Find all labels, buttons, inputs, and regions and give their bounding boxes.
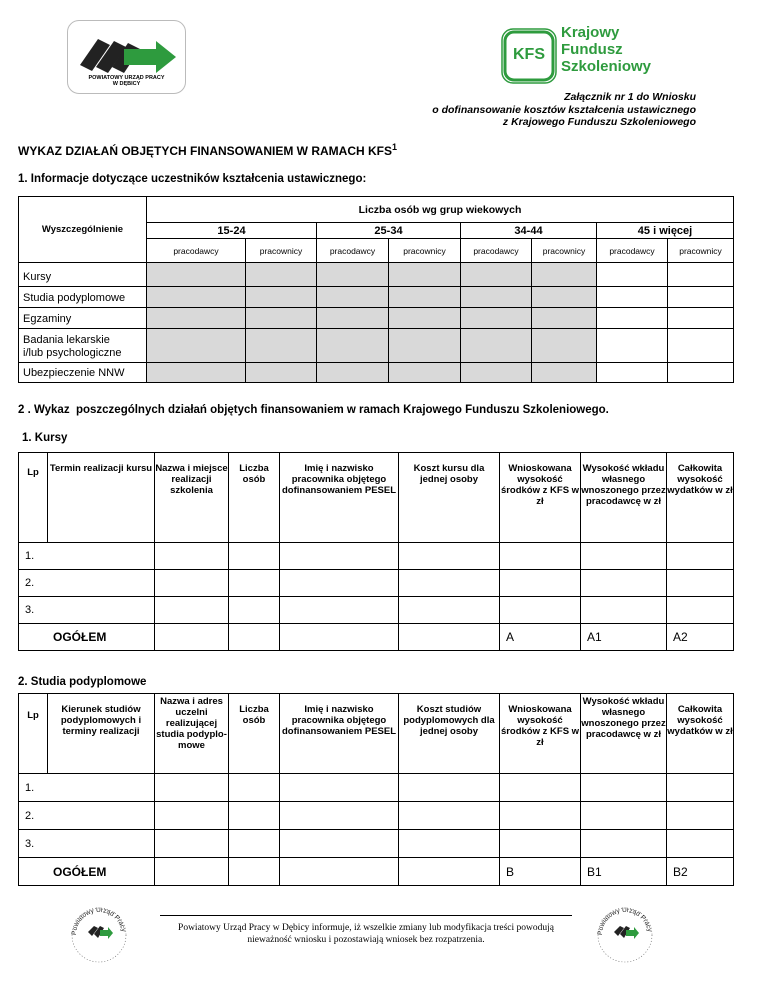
col-calkowita: Całkowita wysokość wydatków w zł <box>667 453 734 543</box>
input-cell[interactable] <box>147 287 246 308</box>
row-number: 3. <box>19 830 155 858</box>
input-cell[interactable] <box>229 543 280 570</box>
input-cell[interactable] <box>597 287 668 308</box>
input-cell[interactable] <box>667 802 734 830</box>
studia-table <box>18 693 734 886</box>
input-cell[interactable] <box>581 543 667 570</box>
row-number: 2. <box>19 802 155 830</box>
table-row <box>19 830 734 858</box>
row-number: 1. <box>19 543 155 570</box>
footer-divider <box>160 915 572 916</box>
input-cell[interactable] <box>581 597 667 624</box>
col-lp: Lp <box>19 453 48 543</box>
subheader-pracownicy: pracownicy <box>532 239 597 263</box>
age-group-45-plus: 45 i więcej <box>597 223 734 239</box>
input-cell[interactable] <box>155 774 229 802</box>
subheader-pracownicy: pracownicy <box>246 239 317 263</box>
input-cell[interactable] <box>147 329 246 363</box>
row-label-egzaminy: Egzaminy <box>19 308 147 329</box>
col-nazwa: Nazwa i miejsce realizacji szkolenia <box>155 453 229 543</box>
col-lp: Lp <box>19 694 48 774</box>
input-cell[interactable] <box>667 570 734 597</box>
input-cell[interactable] <box>280 802 399 830</box>
input-cell[interactable] <box>668 263 734 287</box>
table-row <box>19 543 734 570</box>
input-cell[interactable] <box>399 597 500 624</box>
input-cell[interactable] <box>532 308 597 329</box>
row-label-kursy: Kursy <box>19 263 147 287</box>
age-groups-table <box>18 196 734 383</box>
input-cell[interactable] <box>147 263 246 287</box>
input-cell[interactable] <box>147 308 246 329</box>
input-cell[interactable] <box>389 287 461 308</box>
subheader-pracodawcy: pracodawcy <box>317 239 389 263</box>
input-cell[interactable] <box>229 802 280 830</box>
input-cell[interactable] <box>229 774 280 802</box>
age-group-15-24: 15-24 <box>147 223 317 239</box>
col-kierunek: Kierunek studiów podyplomowych i terminy realizacji <box>48 694 155 774</box>
input-cell[interactable] <box>532 363 597 383</box>
group-header: Liczba osób wg grup wiekowych <box>147 197 734 223</box>
input-cell[interactable] <box>399 830 500 858</box>
input-cell[interactable] <box>155 597 229 624</box>
col-koszt: Koszt kursu dla jednej osoby <box>399 453 500 543</box>
input-cell[interactable] <box>461 287 532 308</box>
row-label-nnw: Ubezpieczenie NNW <box>19 363 147 383</box>
total-b1[interactable]: B1 <box>581 858 667 886</box>
input-cell[interactable] <box>668 308 734 329</box>
input-cell[interactable] <box>399 543 500 570</box>
input-cell[interactable] <box>597 308 668 329</box>
stamp-left <box>66 902 132 968</box>
age-group-34-44: 34-44 <box>461 223 597 239</box>
input-cell[interactable] <box>280 830 399 858</box>
input-cell[interactable] <box>500 570 581 597</box>
input-cell[interactable] <box>667 830 734 858</box>
input-cell[interactable] <box>581 570 667 597</box>
total-a[interactable]: A <box>500 624 581 651</box>
table-row <box>19 774 734 802</box>
stamp-right <box>592 902 658 968</box>
col-liczba: Liczba osób <box>229 453 280 543</box>
input-cell[interactable] <box>461 329 532 363</box>
table-row <box>19 308 734 329</box>
input-cell[interactable] <box>667 543 734 570</box>
total-a1[interactable]: A1 <box>581 624 667 651</box>
input-cell[interactable] <box>532 263 597 287</box>
col-koszt: Koszt studiów podyplomowych dla jednej osoby <box>399 694 500 774</box>
kfs-badge-label: KFS <box>513 46 545 63</box>
col-imie: Imię i nazwisko pracownika objętego dofinansowaniem PESEL <box>280 694 399 774</box>
input-cell[interactable] <box>597 329 668 363</box>
input-cell[interactable] <box>461 308 532 329</box>
col-wnioskowana: Wnioskowana wysokość środków z KFS w zł <box>500 453 581 543</box>
input-cell[interactable] <box>317 329 389 363</box>
subheader-pracodawcy: pracodawcy <box>461 239 532 263</box>
input-cell[interactable] <box>389 308 461 329</box>
col-liczba: Liczba osób <box>229 694 280 774</box>
input-cell[interactable] <box>389 263 461 287</box>
col-wklad: Wysokość wkładu własnego wnoszonego przez pracodawcę w zł <box>581 694 667 774</box>
total-row <box>19 624 734 651</box>
page-title: WYKAZ DZIAŁAŃ OBJĘTYCH FINANSOWANIEM W RAMACH KFS$^1$ <box>18 142 397 158</box>
total-a2[interactable]: A2 <box>667 624 734 651</box>
input-cell[interactable] <box>246 263 317 287</box>
input-cell[interactable] <box>500 774 581 802</box>
input-cell[interactable] <box>280 774 399 802</box>
input-cell[interactable] <box>246 329 317 363</box>
input-cell[interactable] <box>597 263 668 287</box>
subheader-pracownicy: pracownicy <box>389 239 461 263</box>
input-cell[interactable] <box>280 597 399 624</box>
svg-text:Powiatowy Urząd Pracy w Dębicy: Powiatowy Urząd Pracy <box>596 906 653 936</box>
input-cell[interactable] <box>500 802 581 830</box>
svg-text:Powiatowy Urząd Pracy w Dębicy: Powiatowy Urząd Pracy <box>70 906 127 936</box>
input-cell[interactable] <box>581 802 667 830</box>
input-cell[interactable] <box>668 287 734 308</box>
footer-notice: Powiatowy Urząd Pracy w Dębicy informuje, iż wszelkie zmiany lub modyfikacja treści powodują nieważność wniosku i pozostawiają wniosek bez rozpatrzenia. <box>178 923 554 945</box>
kfs-name: Krajowy Fundusz Szkoleniowy <box>561 24 652 75</box>
input-cell[interactable] <box>500 830 581 858</box>
total-b[interactable]: B <box>500 858 581 886</box>
row-label-studia: Studia podyplomowe <box>19 287 147 308</box>
row-number: 3. <box>19 597 155 624</box>
section1-heading: 1. Informacje dotyczące uczestników kształcenia ustawicznego: <box>18 173 367 185</box>
input-cell[interactable] <box>229 597 280 624</box>
input-cell[interactable] <box>668 363 734 383</box>
input-cell[interactable] <box>500 597 581 624</box>
subheader-pracodawcy: pracodawcy <box>597 239 668 263</box>
section2-heading: 2 . Wykaz poszczególnych działań objętych finansowaniem w ramach Krajowego Funduszu Szkoleniowego. <box>18 404 609 416</box>
subheader-pracownicy: pracownicy <box>668 239 734 263</box>
input-cell[interactable] <box>399 802 500 830</box>
pup-logo <box>67 20 186 94</box>
input-cell[interactable] <box>461 263 532 287</box>
stamp-icon <box>592 902 658 968</box>
subheader-pracodawcy: pracodawcy <box>147 239 246 263</box>
input-cell[interactable] <box>668 329 734 363</box>
kursy-table <box>18 452 734 651</box>
input-cell[interactable] <box>317 308 389 329</box>
col-wnioskowana: Wnioskowana wysokość środków z KFS w zł <box>500 694 581 774</box>
pup-logo-text: POWIATOWY URZĄD PRACY W DĘBICY <box>88 75 165 87</box>
input-cell[interactable] <box>155 570 229 597</box>
total-row <box>19 858 734 886</box>
total-label: OGÓŁEM <box>19 624 155 651</box>
col-wklad: Wysokość wkładu własnego wnoszonego przez pracodawcę w zł <box>581 453 667 543</box>
input-cell[interactable] <box>246 363 317 383</box>
input-cell[interactable] <box>532 287 597 308</box>
col-termin: Termin realizacji kursu <box>48 453 155 543</box>
col-calkowita: Całkowita wysokość wydatków w zł <box>667 694 734 774</box>
input-cell[interactable] <box>667 774 734 802</box>
annex-note: Załącznik nr 1 do Wniosku o dofinansowanie kosztów kształcenia ustawicznego z Krajowego Funduszu Szkoleniowego <box>432 91 696 128</box>
input-cell[interactable] <box>389 363 461 383</box>
input-cell[interactable] <box>597 363 668 383</box>
input-cell[interactable] <box>399 570 500 597</box>
input-cell[interactable] <box>229 830 280 858</box>
input-cell[interactable] <box>532 329 597 363</box>
input-cell[interactable] <box>317 363 389 383</box>
input-cell[interactable] <box>581 774 667 802</box>
wyszczegolnienie-header: Wyszczególnienie <box>19 197 147 263</box>
input-cell[interactable] <box>155 802 229 830</box>
input-cell[interactable] <box>317 287 389 308</box>
col-nazwa-uczelni: Nazwa i adres uczelni realizującej studia podyplo-mowe <box>155 694 229 774</box>
input-cell[interactable] <box>461 363 532 383</box>
total-b2[interactable]: B2 <box>667 858 734 886</box>
row-number: 1. <box>19 774 155 802</box>
table-row <box>19 287 734 308</box>
table-row <box>19 597 734 624</box>
input-cell[interactable] <box>667 597 734 624</box>
table-row <box>19 363 734 383</box>
input-cell[interactable] <box>147 363 246 383</box>
table-row <box>19 570 734 597</box>
age-group-25-34: 25-34 <box>317 223 461 239</box>
input-cell[interactable] <box>581 830 667 858</box>
input-cell[interactable] <box>317 263 389 287</box>
stamp-icon <box>66 902 132 968</box>
col-imie: Imię i nazwisko pracownika objętego dofinansowaniem PESEL <box>280 453 399 543</box>
kursy-heading: 1. Kursy <box>22 432 68 444</box>
kfs-logo <box>497 22 667 92</box>
input-cell[interactable] <box>229 570 280 597</box>
input-cell[interactable] <box>246 287 317 308</box>
input-cell[interactable] <box>246 308 317 329</box>
table-row <box>19 263 734 287</box>
table-row <box>19 329 734 363</box>
input-cell[interactable] <box>280 543 399 570</box>
input-cell[interactable] <box>280 570 399 597</box>
studia-heading: 2. Studia podyplomowe <box>18 676 147 688</box>
input-cell[interactable] <box>155 830 229 858</box>
input-cell[interactable] <box>155 543 229 570</box>
total-label: OGÓŁEM <box>19 858 155 886</box>
row-label-badania: Badania lekarskie i/lub psychologiczne <box>19 329 147 363</box>
input-cell[interactable] <box>500 543 581 570</box>
input-cell[interactable] <box>389 329 461 363</box>
input-cell[interactable] <box>399 774 500 802</box>
table-row <box>19 802 734 830</box>
row-number: 2. <box>19 570 155 597</box>
